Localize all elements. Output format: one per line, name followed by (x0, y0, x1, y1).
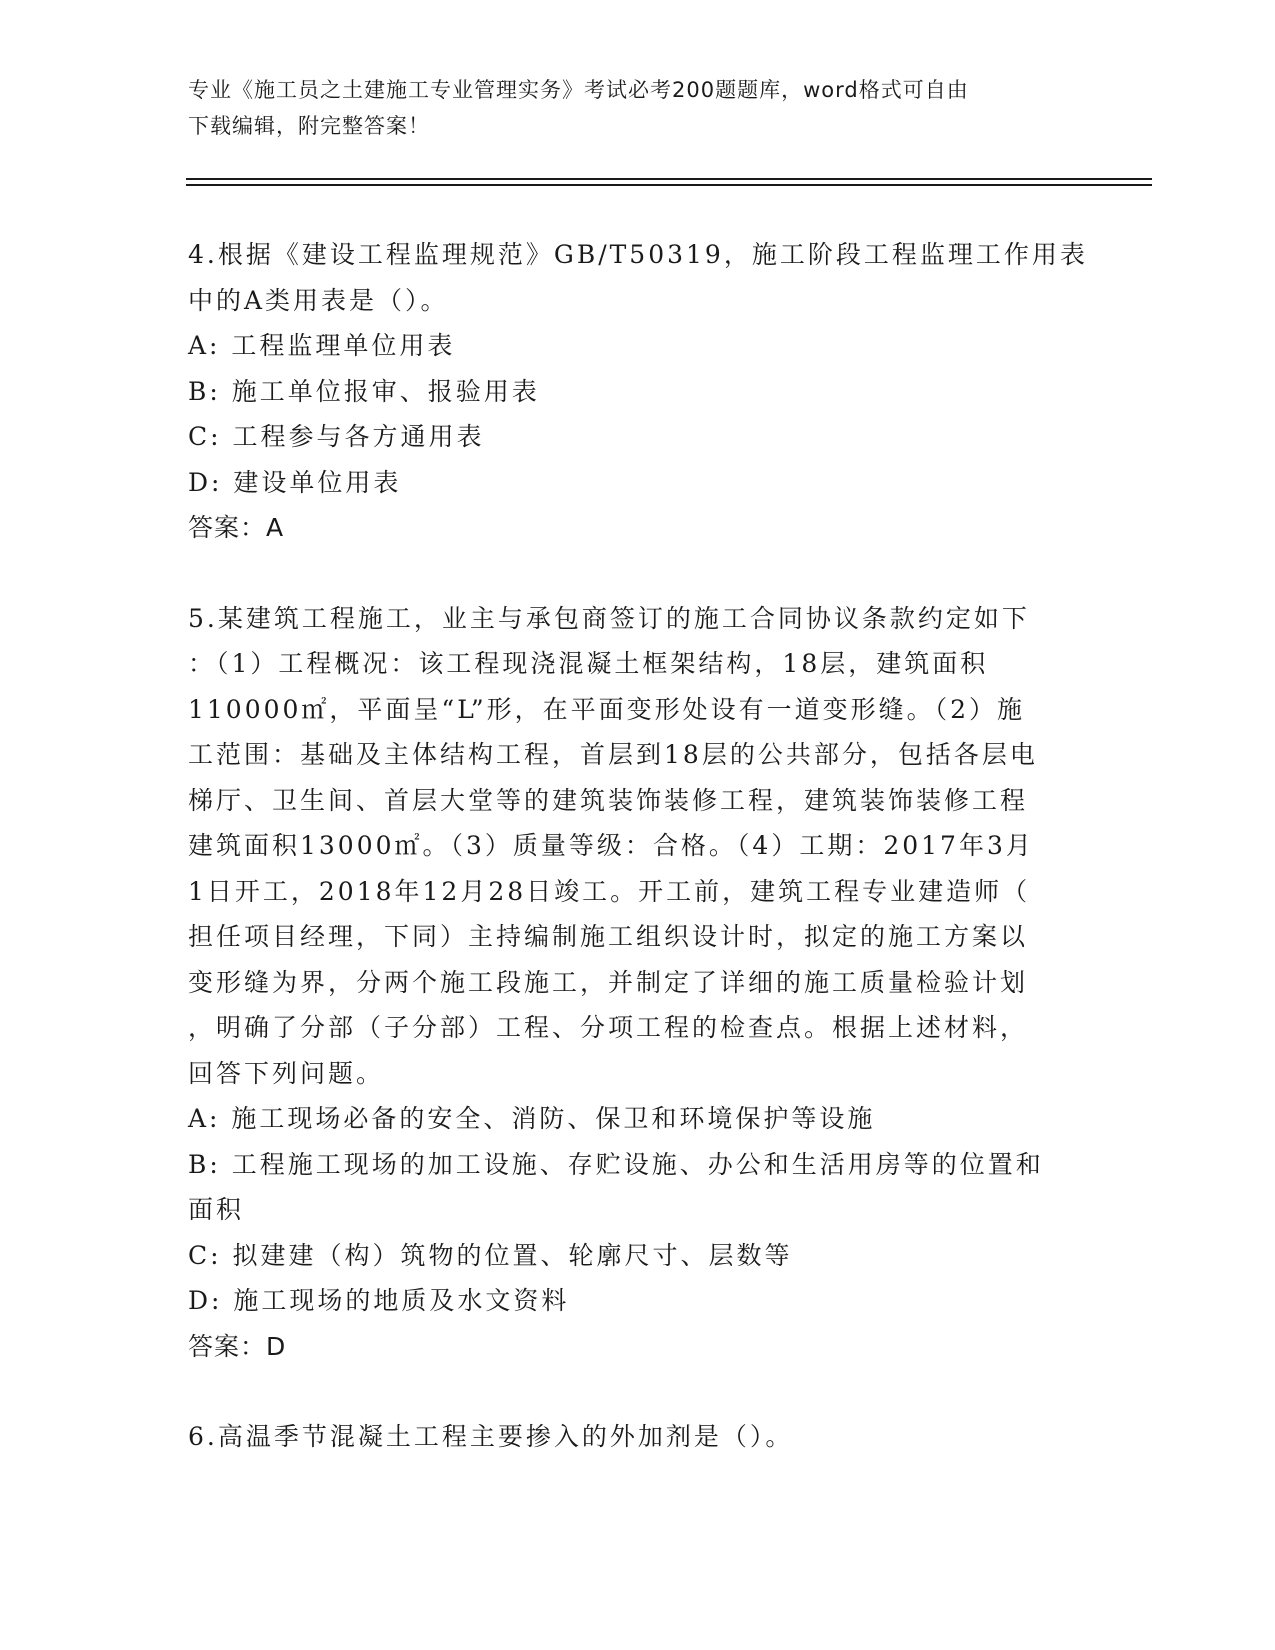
question-text: ，明确了分部（子分部）工程、分项工程的检查点。根据上述材料， (188, 1013, 1029, 1042)
question-text: 1日开工，2018年12月28日竣工。开工前，建筑工程专业建造师（ (188, 876, 1031, 906)
question-text: 梯厅、卫生间、首层大堂等的建筑装饰装修工程，建筑装饰装修工程 (188, 785, 1029, 815)
header-line: 专业《施工员之土建施工专业管理实务》考试必考200题题库，word格式可自由 (188, 78, 969, 102)
header-line: 下载编辑，附完整答案！ (188, 114, 430, 138)
option-a: A: 施工现场必备的安全、消防、保卫和环境保护等设施 (188, 1104, 876, 1133)
option-c: C: 工程参与各方通用表 (188, 422, 485, 451)
option-b: B: 施工单位报审、报验用表 (188, 376, 540, 406)
question-text: 110000㎡，平面呈“L”形，在平面变形处设有一道变形缝。（2）施 (188, 694, 1026, 724)
question-item (188, 1414, 1088, 1460)
question-text: 5.某建筑工程施工，业主与承包商签订的施工合同协议条款约定如下 (188, 603, 1030, 633)
option-d: D: 建设单位用表 (188, 467, 402, 497)
question-text: 回答下列问题。 (188, 1058, 385, 1088)
option-c: C: 拟建建（构）筑物的位置、轮廓尺寸、层数等 (188, 1240, 793, 1270)
answer-text: 答案：D (188, 1331, 287, 1361)
question-text: 4.根据《建设工程监理规范》GB/T50319，施工阶段工程监理工作用表 (188, 240, 1088, 269)
question-text: 6.高温季节混凝土工程主要掺入的外加剂是（）。 (188, 1422, 794, 1451)
option-b: B: 工程施工现场的加工设施、存贮设施、办公和生活用房等的位置和 (188, 1149, 1044, 1179)
question-text: 变形缝为界，分两个施工段施工，并制定了详细的施工质量检验计划 (188, 967, 1029, 997)
option-b-continued: 面积 (188, 1195, 245, 1224)
question-text: 工范围：基础及主体结构工程，首层到18层的公共部分，包括各层电 (188, 740, 1038, 769)
document-header (188, 72, 1088, 144)
header-divider (186, 178, 1152, 180)
question-item (188, 596, 1088, 1370)
spacer (188, 1369, 1088, 1414)
answer-text: 答案：A (188, 513, 285, 542)
option-a: A: 工程监理单位用表 (188, 331, 456, 360)
option-d: D: 施工现场的地质及水文资料 (188, 1286, 570, 1315)
question-text: 建筑面积13000㎡。（3）质量等级：合格。（4）工期：2017年3月 (188, 831, 1034, 860)
question-text: 中的A类用表是（）。 (188, 285, 449, 315)
header-divider (186, 184, 1152, 186)
question-list (188, 232, 1088, 1460)
spacer (188, 551, 1088, 596)
question-item (188, 232, 1088, 551)
question-text: ：（1）工程概况：该工程现浇混凝土框架结构，18层，建筑面积 (188, 649, 989, 678)
question-text: 担任项目经理，下同）主持编制施工组织设计时，拟定的施工方案以 (188, 922, 1029, 951)
